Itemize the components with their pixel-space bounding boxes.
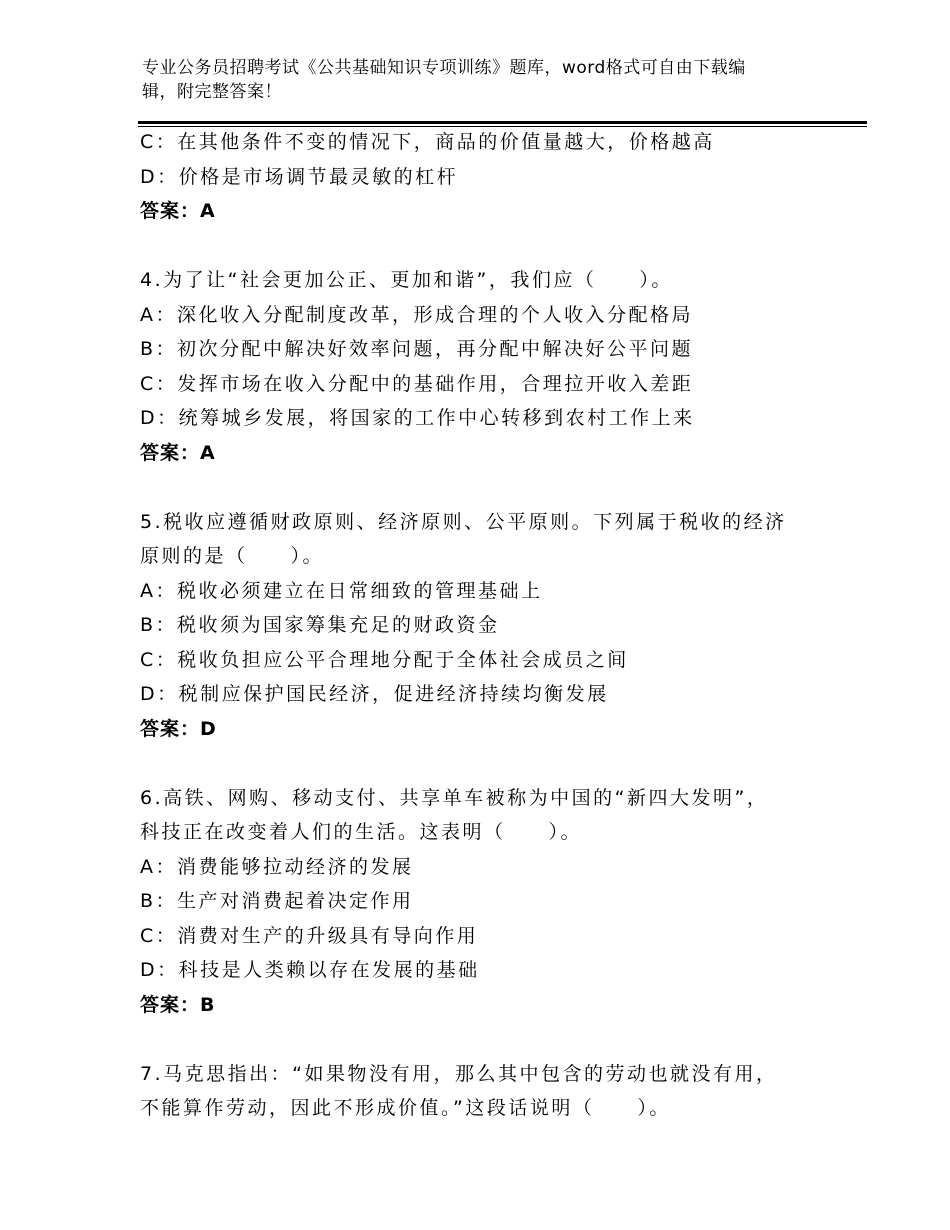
option-c: C：发挥市场在收入分配中的基础作用，合理拉开收入差距 (140, 372, 694, 395)
option-d: D：科技是人类赖以存在发展的基础 (140, 959, 480, 981)
option-c: C：税收负担应公平合理地分配于全体社会成员之间 (140, 648, 629, 671)
question-stem: 5.税收应遵循财政原则、经济原则、公平原则。下列属于税收的经济 (140, 510, 787, 533)
header-divider-thick (138, 121, 867, 124)
answer-label: 答案：A (140, 441, 216, 464)
page-header (142, 56, 802, 104)
spacer (140, 229, 840, 264)
question-stem-continued: 科技正在改变着人们的生活。这表明（ ）。 (140, 821, 583, 843)
spacer (140, 470, 840, 505)
option-d: D：税制应保护国民经济，促进经济持续均衡发展 (140, 683, 609, 705)
spacer (140, 746, 840, 781)
option-c: C：消费对生产的升级具有导向作用 (140, 924, 479, 947)
question-7 (140, 1057, 840, 1126)
header-line-1: 专业公务员招聘考试《公共基础知识专项训练》题库，word格式可自由下载编 (142, 58, 746, 78)
question-stem: 6.高铁、网购、移动支付、共享单车被称为中国的“新四大发明”， (140, 786, 769, 809)
answer-label: 答案：B (140, 993, 216, 1016)
question-6 (140, 781, 840, 1023)
option-b: B：税收须为国家筹集充足的财政资金 (140, 614, 500, 636)
option-a: A：消费能够拉动经济的发展 (140, 855, 414, 878)
answer-label: 答案：A (140, 200, 216, 222)
spacer (140, 1022, 840, 1057)
option-d: D：统筹城乡发展，将国家的工作中心转移到农村工作上来 (140, 407, 695, 429)
question-stem-continued: 不能算作劳动，因此不形成价值。”这段话说明（ ）。 (140, 1097, 671, 1119)
option-b: B：生产对消费起着决定作用 (140, 890, 414, 912)
option-d: D：价格是市场调节最灵敏的杠杆 (140, 165, 459, 188)
question-3-tail (140, 125, 840, 229)
question-stem-continued: 原则的是（ ）。 (140, 545, 325, 567)
option-c: C：在其他条件不变的情况下，商品的价值量越大，价格越高 (140, 131, 715, 153)
question-list (140, 125, 840, 1126)
option-a: A：税收必须建立在日常细致的管理基础上 (140, 579, 543, 602)
option-b: B：初次分配中解决好效率问题，再分配中解决好公平问题 (140, 338, 694, 360)
header-line-2: 辑，附完整答案！ (142, 82, 282, 102)
question-stem: 7.马克思指出：“如果物没有用，那么其中包含的劳动也就没有用， (140, 1062, 778, 1085)
question-4 (140, 263, 840, 470)
question-5 (140, 505, 840, 747)
option-a: A：深化收入分配制度改革，形成合理的个人收入分配格局 (140, 303, 693, 326)
answer-label: 答案：D (140, 717, 217, 740)
question-stem: 4.为了让“社会更加公正、更加和谐”，我们应（ ）。 (140, 269, 673, 291)
